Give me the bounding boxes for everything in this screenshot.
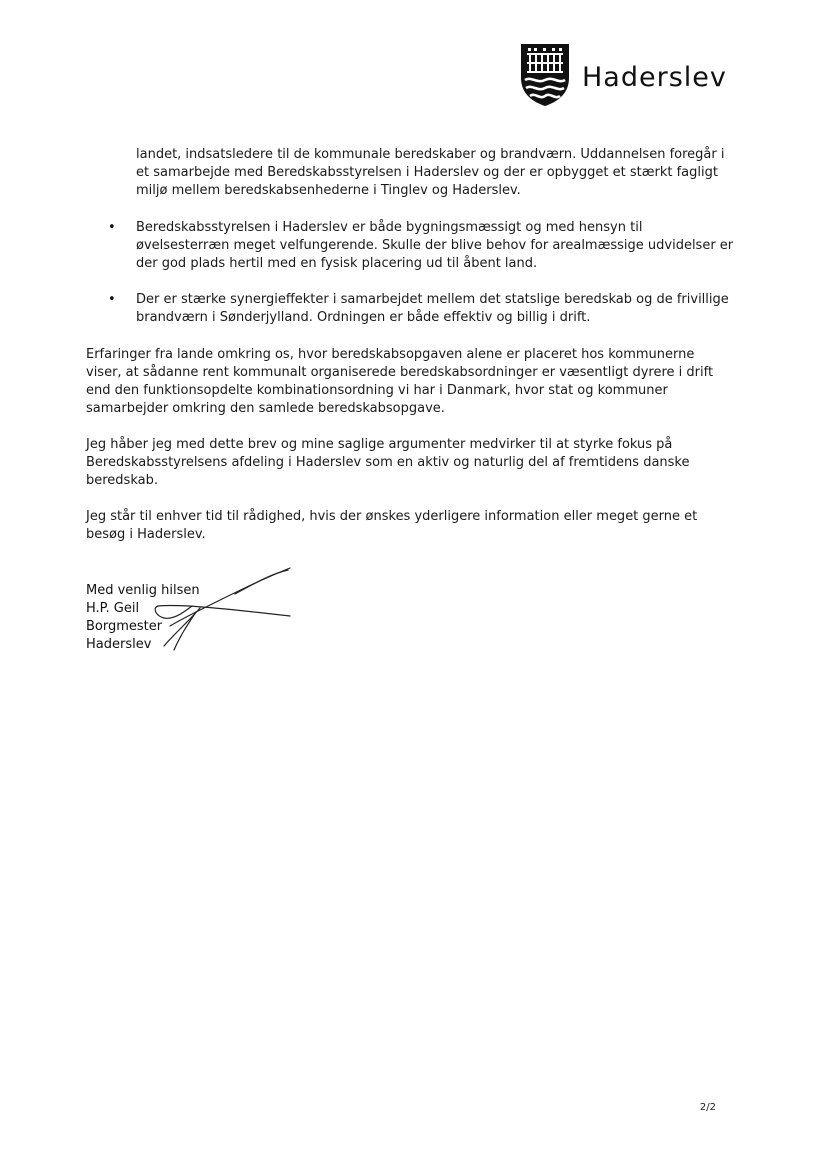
- paragraph-experience: Erfaringer fra lande omkring os, hvor beredskabsopgaven alene er placeret hos kommunerne viser, at sådanne rent kommunalt organiserede beredskabsordninger er væsentligt dyrere i drift end den funktionsopdelte kombinationsordning vi har i Danmark, hvor stat og kommuner samarbejder omkring den samlede beredskabsopgave.: [86, 347, 714, 416]
- signer-title: Borgmester: [86, 619, 163, 634]
- haderslev-crest-icon: [519, 42, 571, 108]
- handwritten-signature: [140, 560, 310, 660]
- bullet-item: Der er stærke synergieffekter i samarbejdet mellem det statslige beredskab og de frivillige brandværn i Sønderjylland. Ordningen er både effektiv og billig i drift.: [136, 292, 729, 325]
- paragraph-hope: Jeg håber jeg med dette brev og mine saglige argumenter medvirker til at styrke fokus på Beredskabsstyrelsens afdeling i Haderslev som en aktiv og naturlig del af fremtidens danske beredskab.: [86, 437, 690, 488]
- paragraph-availability: Jeg står til enhver tid til rådighed, hvis der ønskes yderligere information eller meget gerne et besøg i Haderslev.: [86, 509, 698, 542]
- bullet-marker: •: [108, 292, 116, 307]
- signer-place: Haderslev: [86, 637, 152, 652]
- continued-paragraph: landet, indsatsledere til de kommunale beredskaber og brandværn. Uddannelsen foregår i et samarbejde med Beredskabsstyrelsen i Haderslev og der er opbygget et stærkt fagligt miljø mellem beredskabsenhederne i Tinglev og Haderslev.: [136, 147, 725, 198]
- bullet-item: Beredskabsstyrelsen i Haderslev er både bygningsmæssigt og med hensyn til øvelsesterræn meget velfungerende. Skulle der blive behov for arealmæssige udvidelser er der god plads hertil med en fysisk placering ud til åbent land.: [136, 220, 734, 271]
- haderslev-logo: [519, 42, 764, 112]
- bullet-marker: •: [108, 220, 116, 235]
- signer-name: H.P. Geil: [86, 601, 140, 616]
- page-number: 2/2: [699, 1102, 716, 1113]
- municipality-name: Haderslev: [582, 62, 727, 93]
- closing-greeting: Med venlig hilsen: [86, 583, 200, 598]
